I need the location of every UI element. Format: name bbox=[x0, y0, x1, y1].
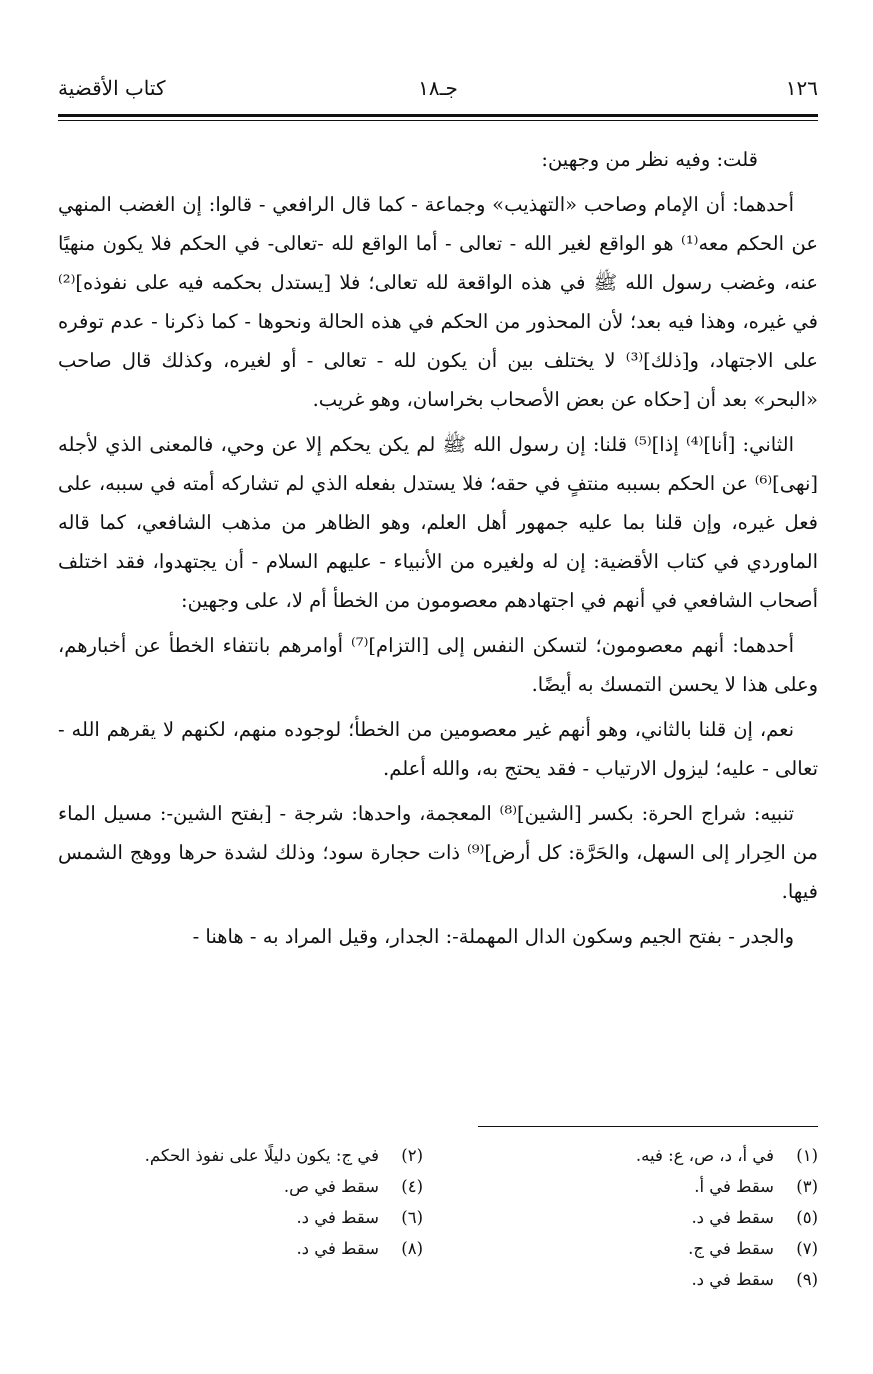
page-number: ١٢٦ bbox=[785, 76, 818, 100]
footnote-text: سقط في أ. bbox=[694, 1177, 774, 1196]
footnote bbox=[53, 1202, 423, 1233]
footnotes-column-right bbox=[448, 1140, 818, 1295]
paragraph: أحدهما: أن الإمام وصاحب «التهذيب» وجماعة - كما قال الرافعي - قالوا: إن الغضب المنهي عن الحكم معه⁽¹⁾ هو الواقع لغير الله - تعالى - أما الواقع لله -تعالى- في الحكم فلا يكون منهيًا عنه، وغضب رسول الله ﷺ في هذه الواقعة لله تعالى؛ فلا [يستدل بحكمه فيه على نفوذه]⁽²⁾ في غيره، وهذا فيه بعد؛ لأن المحذور من الحكم في هذه الحالة ونحوها - كما ذكرنا - عدم توفره على الاجتهاد، و[ذلك]⁽³⁾ لا يختلف بين أن يكون لله - تعالى - أو لغيره، وكذلك قال صاحب «البحر» بعد أن [حكاه عن بعض الأصحاب بخراسان، وهو غريب. bbox=[58, 193, 819, 411]
paragraph: نعم، إن قلنا بالثاني، وهو أنهم غير معصومين من الخطأ؛ لوجوده منهم، لكنهم لا يقرهم الله - تعالى - عليه؛ ليزول الارتياب - فقد يحتج به، والله أعلم. bbox=[58, 718, 818, 780]
footnote-number: (٧) bbox=[796, 1239, 818, 1258]
header-rule-thick bbox=[58, 114, 818, 117]
footnotes-column-left bbox=[53, 1140, 423, 1264]
footnote-number: (٢) bbox=[401, 1146, 423, 1165]
footnote bbox=[448, 1171, 818, 1202]
footnote-number: (٨) bbox=[401, 1239, 423, 1258]
footnote bbox=[448, 1233, 818, 1264]
volume-label: جـ١٨ bbox=[418, 76, 458, 100]
main-text bbox=[58, 140, 818, 962]
footnote bbox=[53, 1233, 423, 1264]
footnote-number: (٣) bbox=[796, 1177, 818, 1196]
page-header bbox=[58, 76, 818, 108]
footnote-text: في أ، د، ص، ع: فيه. bbox=[635, 1146, 774, 1165]
footnote bbox=[448, 1140, 818, 1171]
footnote-separator bbox=[478, 1126, 818, 1127]
footnote-number: (٩) bbox=[796, 1270, 818, 1289]
book-page bbox=[58, 68, 818, 1348]
paragraph: الثاني: [أنا]⁽⁴⁾ إذا]⁽⁵⁾ قلنا: إن رسول الله ﷺ لم يكن يحكم إلا عن وحي، فالمعنى الذي لأجله [نهى]⁽⁶⁾ عن الحكم بسببه منتفٍ في حقه؛ فلا يستدل بفعله الذي لم تشاركه أمته في سببه، على فعل غيره، وإن قلنا بما عليه جمهور أهل العلم، وهو الظاهر من مذهب الشافعي، كما قاله الماوردي في كتاب الأقضية: إن له ولغيره من الأنبياء - عليهم السلام - أن يجتهدوا، فقد اختلف أصحاب الشافعي في أنهم في اجتهادهم معصومون من الخطأ أم لا، على وجهين: bbox=[58, 433, 818, 612]
footnote-number: (١) bbox=[796, 1146, 818, 1165]
footnote bbox=[53, 1140, 423, 1171]
footnote bbox=[53, 1171, 423, 1202]
footnote-text: سقط في د. bbox=[691, 1270, 774, 1289]
footnote-number: (٤) bbox=[401, 1177, 423, 1196]
header-rule-thin bbox=[58, 120, 818, 121]
paragraph: أحدهما: أنهم معصومون؛ لتسكن النفس إلى [التزام]⁽⁷⁾ أوامرهم بانتفاء الخطأ عن أخبارهم، وعلى هذا لا يحسن التمسك به أيضًا. bbox=[58, 634, 818, 696]
footnote-text: سقط في د. bbox=[296, 1208, 379, 1227]
book-title: كتاب الأقضية bbox=[58, 76, 166, 100]
paragraph: تنبيه: شراج الحرة: بكسر [الشين]⁽⁸⁾ المعجمة، واحدها: شرجة - [بفتح الشين-: مسيل الماء من الحِرار إلى السهل، والحَرَّة: كل أرض]⁽⁹⁾ ذات حجارة سود؛ وذلك لشدة حرها ووهج الشمس فيها. bbox=[58, 802, 818, 903]
footnote-text: سقط في ج. bbox=[688, 1239, 774, 1258]
footnote-text: سقط في د. bbox=[691, 1208, 774, 1227]
footnote bbox=[448, 1202, 818, 1233]
footnote-number: (٥) bbox=[796, 1208, 818, 1227]
paragraph: قلت: وفيه نظر من وجهين: bbox=[541, 148, 758, 171]
footnote-text: سقط في د. bbox=[296, 1239, 379, 1258]
paragraph: والجدر - بفتح الجيم وسكون الدال المهملة-: الجدار، وقيل المراد به - هاهنا - bbox=[192, 925, 794, 948]
footnote-number: (٦) bbox=[401, 1208, 423, 1227]
footnote-text: في ج: يكون دليلًا على نفوذ الحكم. bbox=[144, 1146, 379, 1165]
footnote bbox=[448, 1264, 818, 1295]
footnote-text: سقط في ص. bbox=[283, 1177, 379, 1196]
